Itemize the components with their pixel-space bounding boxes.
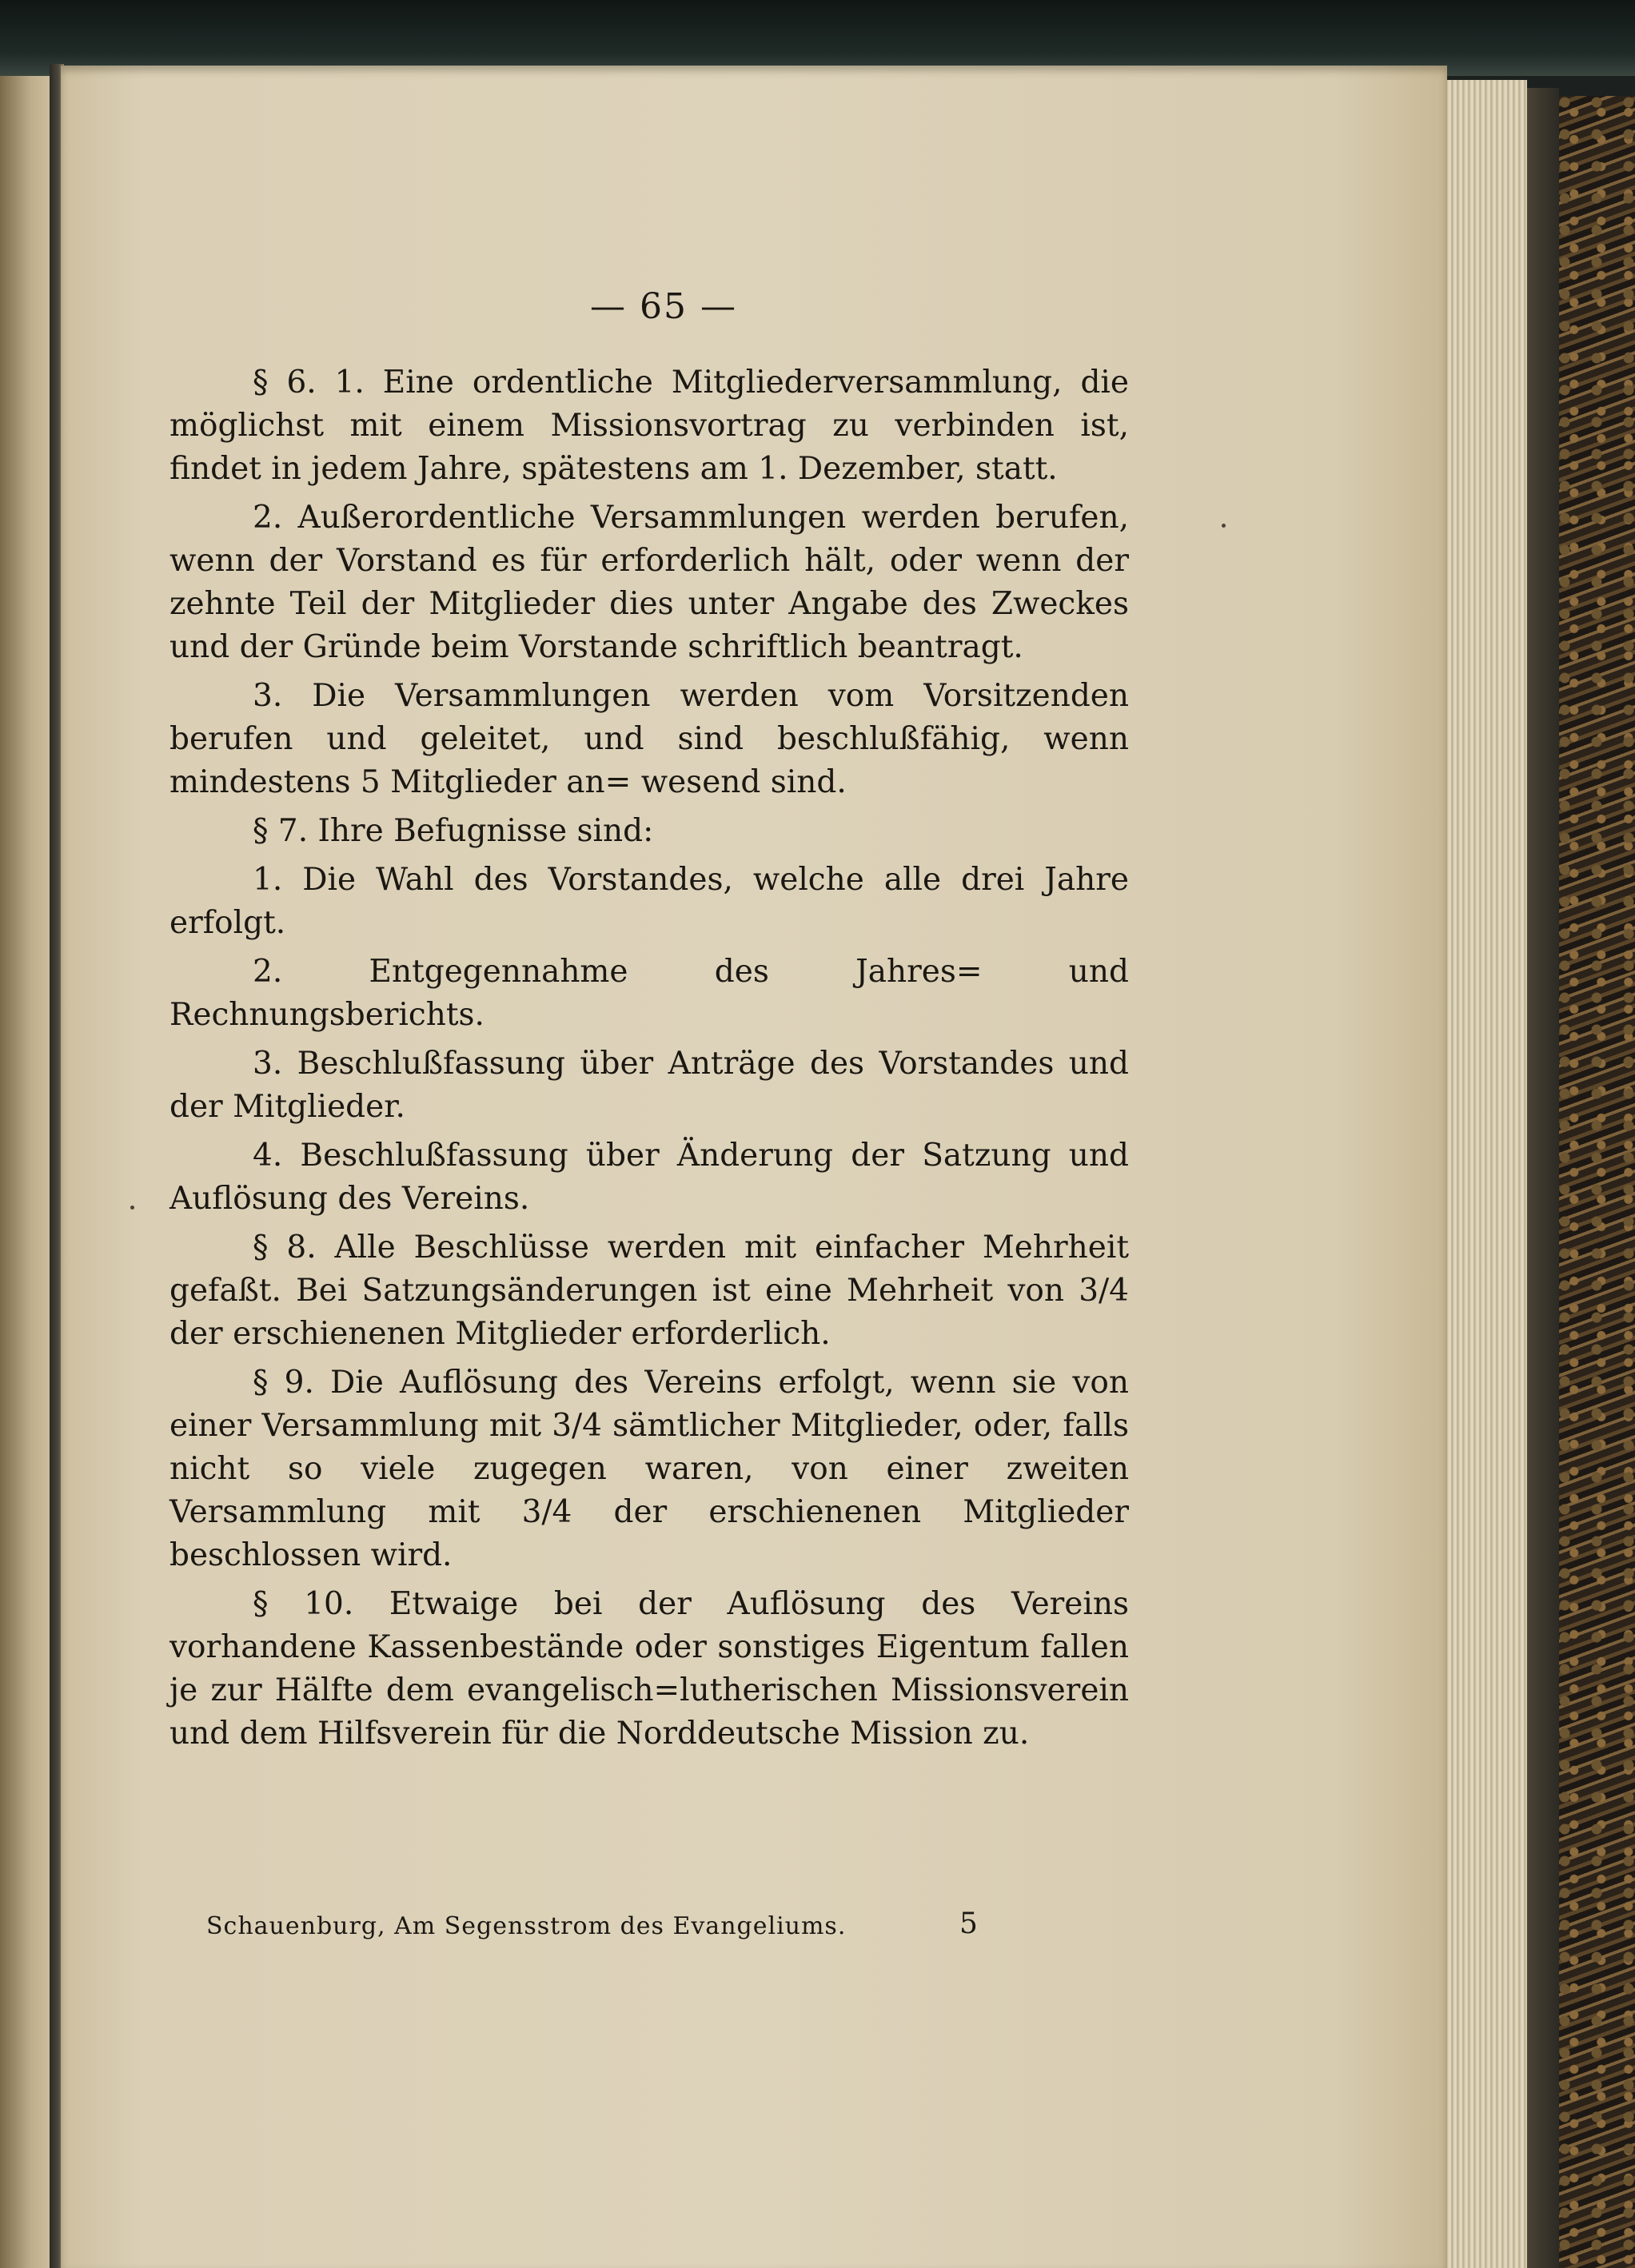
signature-mark: 5 <box>959 1907 978 1940</box>
paragraph: § 9. Die Auflösung des Vereins erfolgt, wenn sie von einer Versammlung mit 3/4 sämtlicher Mitglieder, oder, falls nicht so viele zugegen waren, von einer zweiten Versammlung mit 3/4 der erschienenen Mitglieder beschlossen wird. <box>169 1365 1129 1573</box>
paragraph: 3. Die Versammlungen werden vom Vorsitzenden berufen und geleitet, und sind beschlußfähig, wenn mindestens 5 Mitglieder an= wesend sind. <box>169 678 1129 800</box>
paragraph: § 10. Etwaige bei der Auflösung des Vereins vorhandene Kassenbestände oder sonstiges Eigentum fallen je zur Hälfte dem evangelisch=lutherischen Missionsverein und dem Hilfsverein für die Norddeutsche Mission zu. <box>169 1586 1129 1752</box>
paragraph: § 8. Alle Beschlüsse werden mit einfacher Mehrheit gefaßt. Bei Satzungsänderungen ist eine Mehrheit von 3/4 der erschienenen Mitglieder erforderlich. <box>169 1230 1129 1352</box>
page-number: — 65 — <box>590 286 737 327</box>
previous-page-edge <box>0 76 56 2268</box>
paragraph: 3. Beschlußfassung über Anträge des Vorstandes und der Mitglieder. <box>169 1046 1129 1125</box>
marbled-cover-board <box>1555 96 1635 2268</box>
paper-speck <box>130 1206 134 1210</box>
statute-text <box>169 361 1129 1761</box>
paragraph: 4. Beschlußfassung über Änderung der Satzung und Auflösung des Vereins. <box>169 1138 1129 1217</box>
paragraph: § 6. 1. Eine ordentliche Mitgliederversammlung, die möglichst mit einem Missionsvortrag zu verbinden ist, findet in jedem Jahre, spätestens am 1. Dezember, statt. <box>169 365 1129 487</box>
paragraph: § 7. Ihre Befugnisse sind: <box>253 813 654 849</box>
page-edges-shadow <box>1523 88 1559 2268</box>
paragraph: 1. Die Wahl des Vorstandes, welche alle drei Jahre erfolgt. <box>169 862 1129 941</box>
book-cover-top <box>0 0 1635 76</box>
paragraph: 2. Entgegennahme des Jahres= und Rechnungsberichts. <box>169 954 1129 1033</box>
running-footer-title: Schauenburg, Am Segensstrom des Evangeliums. <box>206 1912 847 1940</box>
paragraph: 2. Außerordentliche Versammlungen werden berufen, wenn der Vorstand es für erforderlich hält, oder wenn der zehnte Teil der Mitglieder dies unter Angabe des Zweckes und der Gründe beim Vorstande schriftlich beantragt. <box>169 500 1129 665</box>
paper-speck <box>1222 524 1226 528</box>
